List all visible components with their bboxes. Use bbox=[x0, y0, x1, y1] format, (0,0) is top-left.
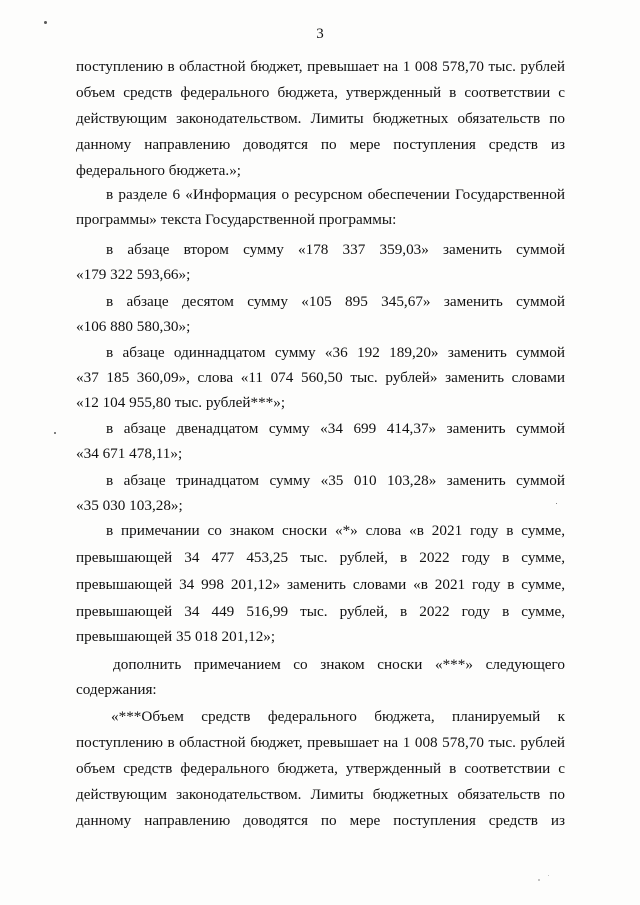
scan-speck bbox=[44, 21, 47, 24]
document-line: «12 104 955,80 тыс. рублей***»; bbox=[76, 394, 286, 411]
scan-speck bbox=[54, 432, 56, 434]
document-line: объем средств федерального бюджета, утвержденный в соответствии с bbox=[76, 84, 565, 101]
document-line: «***Объем средств федерального бюджета, планируемый к bbox=[111, 708, 565, 725]
document-line: федерального бюджета.»; bbox=[76, 162, 242, 179]
document-line: содержания: bbox=[76, 681, 157, 698]
document-line: в абзаце одиннадцатом сумму «36 192 189,20» заменить суммой bbox=[106, 344, 565, 361]
document-line: в абзаце втором сумму «178 337 359,03» заменить суммой bbox=[106, 241, 565, 258]
document-line: данному направлению доводятся по мере поступления средств из bbox=[76, 136, 565, 153]
document-line: превышающей 34 998 201,12» заменить словами «в 2021 году в сумме, bbox=[76, 576, 565, 593]
document-line: в абзаце двенадцатом сумму «34 699 414,37» заменить суммой bbox=[106, 420, 565, 437]
scan-speck bbox=[538, 879, 540, 881]
document-line: программы» текста Государственной программы: bbox=[76, 211, 397, 228]
document-line: дополнить примечанием со знаком сноски «***» следующего bbox=[113, 656, 565, 673]
document-line: данному направлению доводятся по мере поступления средств из bbox=[76, 812, 565, 829]
document-line: превышающей 34 477 453,25 тыс. рублей, в 2022 году в сумме, bbox=[76, 549, 565, 566]
document-line: в примечании со знаком сноски «*» слова «в 2021 году в сумме, bbox=[106, 522, 565, 539]
document-line: «106 880 580,30»; bbox=[76, 318, 191, 335]
document-line: поступлению в областной бюджет, превышает на 1 008 578,70 тыс. рублей bbox=[76, 734, 565, 751]
scan-speck bbox=[556, 503, 557, 504]
document-line: объем средств федерального бюджета, утвержденный в соответствии с bbox=[76, 760, 565, 777]
document-line: в абзаце десятом сумму «105 895 345,67» заменить суммой bbox=[106, 293, 565, 310]
document-line: «35 030 103,28»; bbox=[76, 497, 183, 514]
page-number: 3 bbox=[316, 26, 324, 42]
document-line: действующим законодательством. Лимиты бюджетных обязательств по bbox=[76, 110, 565, 127]
document-line: «37 185 360,09», слова «11 074 560,50 тыс. рублей» заменить словами bbox=[76, 369, 565, 386]
document-line: «34 671 478,11»; bbox=[76, 445, 183, 462]
scan-speck bbox=[548, 875, 549, 876]
document-line: превышающей 34 449 516,99 тыс. рублей, в 2022 году в сумме, bbox=[76, 603, 565, 620]
document-line: действующим законодательством. Лимиты бюджетных обязательств по bbox=[76, 786, 565, 803]
document-line: в разделе 6 «Информация о ресурсном обеспечении Государственной bbox=[106, 186, 565, 203]
document-line: поступлению в областной бюджет, превышает на 1 008 578,70 тыс. рублей bbox=[76, 58, 565, 75]
document-line: «179 322 593,66»; bbox=[76, 266, 191, 283]
document-line: превышающей 35 018 201,12»; bbox=[76, 628, 276, 645]
document-line: в абзаце тринадцатом сумму «35 010 103,28» заменить суммой bbox=[106, 472, 565, 489]
